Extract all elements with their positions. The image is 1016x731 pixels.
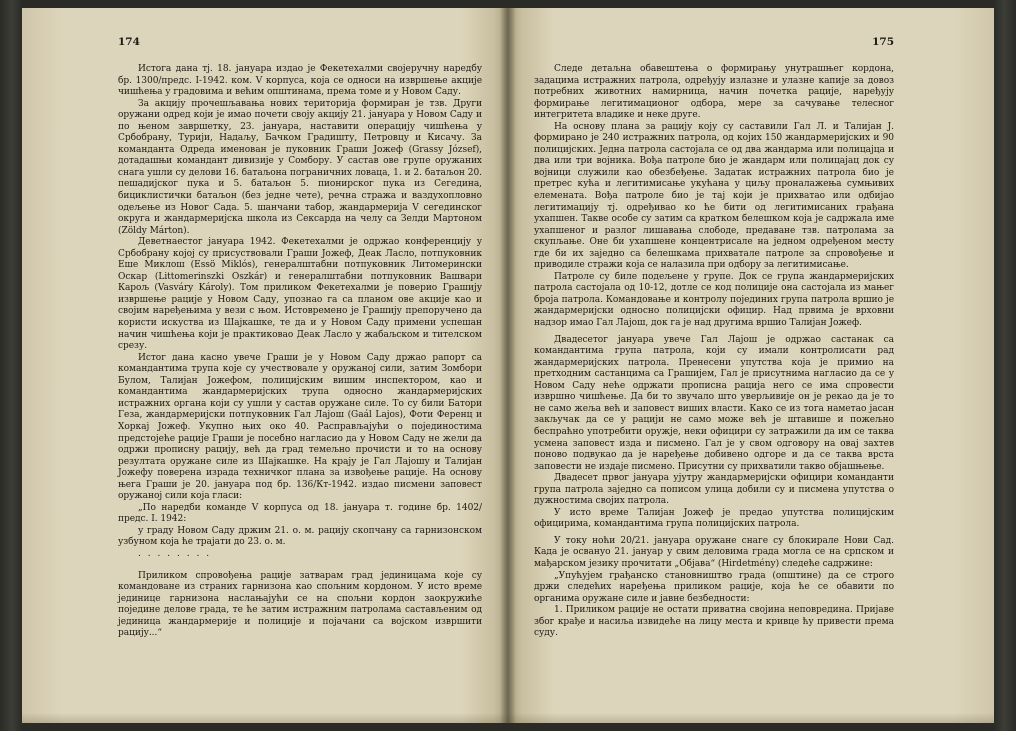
paragraph: У току ноћи 20/21. јануара оружане снаге су блокирале Нови Сад. Када је освануо 21. јануар у свим деловима града могла се на српском и мађарском језику прочитати „Објава“ (Hirdetmény) следеће садржине: [534,535,894,569]
page-edge-shade [508,713,994,723]
paragraph: У исто време Талијан Јожеф је предао упутства полицијским официрима, командантима група полицијских патрола. [534,507,894,530]
ellipsis-separator: . . . . . . . . [138,548,212,559]
page-text [118,64,482,640]
quote-paragraph: у граду Новом Саду држим 21. о. м. рацију скопчану са гарнизонском узбуном која ће трајати до 23. о. м. [118,525,482,548]
paragraph: Двадесетог јануара увече Гал Лајош је одржао састанак са командантима група патрола, који су имали контролисати рад жандармеријских патрола. Пренесени упутства која је примио на претходним састанцима са Грашијем, Гал је присутнима нагласио да се у Новом Саду неће одржати прописна рација него се има спровести извршно чишћење. Да би то звучало што уверљивије он је рекао да је то не само жеља већ и заповест виших власти. Како се из тога наметао јасан закључак да се у рацији не само може већ је штавише и пожељно беспраћно употребити оружје, неки официри су затражили да им се таква усмена заповест изда и писмено. Гал је у свом одговору на овај захтев поново подвукао да је наређење добивено одгоре и да се таква врста заповести не издаје писмено. Присутни су прихватили такво објашњење. [534,334,894,472]
paragraph: Патроле су биле подељене у групе. Док се група жандармеријских патрола састојала од 10-12, дотле се код полиције она састојала из мањег броја патрола. Командовање и контролу појединих група патрола вршио је жандармеријски односно полицијски официр. Над првима је врховни надзор имао Гал Лајош, док га је над другима вршио Талијан Јожеф. [534,271,894,329]
paragraph: Приликом спровођења рације затварам град јединицама које су командоване из страних гарнизона као спољним кордоном. У исто време јединице гарнизона наслањајући се на спољни кордон заокружиће поједине делове града, те ће затим истражним патролама састављеним од јединица жандармерије и полиције и појачани са војском извршити рацију...“ [118,570,482,639]
page-number: 175 [872,36,894,48]
paragraph: Истог дана касно увече Граши је у Новом Саду држао рапорт са командантима трупа које су учествовале у оружаној сили, затим Зомбори Булом, Талијан Јожефом, полицијским вишим инспектором, као и командантима жандармеријских трупа односно жандармеријских истражних органа који су ушли у састав оружане силе. То су били Батори Геза, жандармеријски потпуковник Гал Лајош (Gaál Lajos), Фоти Ференц и Хоркај Јожеф. Укупно њих око 40. Расправљајући о појединостима предстојеће рације Граши је посебно нагласио да у Новом Саду не жели да одржи прописну рацију, већ да град темељно прочисти и то на основу резултата оружане силе из Шајкашке. На крају је Гал Лајошу и Талијан Јожефу поверена израда техничког плана за извођење рације. На основу њега Граши је 20. јануара под бр. 136/Кт-1942. издао писмени заповест оружаној сили која гласи: [118,352,482,502]
paragraph: „Упућујем грађанско становништво града (општине) да се строго држи следећих наређења приликом рације, која ће се обавити по органима оружане силе и јавне безбедности: [534,570,894,604]
paragraph: Деветнаестог јануара 1942. Фекетехалми је одржао конференцију у Србобрану којој су присуствовали Граши Јожеф, Деак Ласло, потпуковник Еше Миклош (Essö Miklós), генералштабни потпуковник Литомерински Оскар (Littomerinszki Oszkár) и генералштабни потпуковник Вашвари Карољ (Vasváry Károly). Том приликом Фекетехалми је поверио Грашију извршење рације у Новом Саду, упознао га са планом ове акције као и својим наређењима у вези с њом. Истовремено је Грашију препоручено да користи искуства из Шајкашке, те да и у Новом Саду примени успешан начин чишћења који је практиковао Деак Ласло у жабаљском и тителском срезу. [118,237,482,352]
page-number: 174 [118,36,140,48]
book-gutter [500,8,516,723]
page-edge-shade [22,713,508,723]
paragraph: Следе детаљна обавештења о формирању унутрашњег кордона, задацима истражних патрола, одређују излазне и улазне капије за довоз потребних животних намирница, начин почетка рације, наређују формирање легитимационог одбора, мере за сачување телесног интегритета владике и неке друге. [534,64,894,121]
page-text [534,64,894,640]
paragraph: Двадесет првог јануара ујутру жандармеријски официри команданти група патрола заједно са пописом улица добили су и писмена упутства о дужностима својих патрола. [534,473,894,507]
quote-paragraph: „По наредби команде V корпуса од 18. јануара т. године бр. 1402/предс. I. 1942: [118,502,482,525]
left-page [22,8,508,723]
paragraph: На основу плана за рацију коју су саставили Гал Л. и Талијан Ј. формирано је 240 истражних патрола, од којих 150 жандармеријских и 90 полицијских. Једна патрола састојала се од два жандарма или полицајца и два или три војника. Вођа патроле био је жандарм или полицајац док су војници служили као обезбеђење. Задатак истражних патрола био је претрес кућа и легитимисање укућана у циљу проналажења сумњивих елемената. Вођа патроле био је тај који је прихватао или одбијао легитимацију тј. одређивао ко ће бити од легитимисаних грађана ухапшен. Такве особе су затим са кратком белешком која је садржала име ухапшеног и разлог лишавања слободе, предаване тзв. патролама за скупљање. Оне би ухапшене концентрисале на једном одређеном месту где би их заједно са белешкама прихватале патроле за спровођење и приводиле стражи која се налазила при одбору за легитимисање. [534,121,894,271]
paragraph: За акцију прочешљавања нових територија формиран је тзв. Други оружани одред који је имао почети своју акцију 21. јануара у Новом Саду и по њеном завршетку, 23. јануара, наставити операцију чишћења у Србобрану, Турији, Надаљу, Бачком Градишту, Петровцу и Кисачу. За команданта Одреда именован је пуковник Граши Јожеф (Grassy József), дотадашњи командант дивизије у Сомбору. У састав ове групе оружаних снага ушли су делови 16. батаљона пограничних ловаца, 1. и 2. батаљон 20. пешадијског пука и 5. батаљон 5. пионирског пука из Сегедина, бициклистички батаљон (без једне чете), речна стража и ваздухопловно одељење из Новог Сада. 5. шанчани табор, жандармерија V сегединског округа и жандармеријска школа из Сексарда на челу са Зелди Мартоном (Zöldy Márton). [118,98,482,236]
right-page [508,8,994,723]
paragraph: Истога дана тј. 18. јануара издао је Фекетехалми својеручну наредбу бр. 1300/предс. I-1942. ком. V корпуса, која се односи на извршење акције чишћења у градовима и већим општинама, према томе и у Новом Саду. [118,64,482,98]
paragraph: 1. Приликом рације не остати приватна својина неповредина. Пријаве због крађе и насиља извидеће на лицу места и кривце ћу привести према суду. [534,605,894,639]
